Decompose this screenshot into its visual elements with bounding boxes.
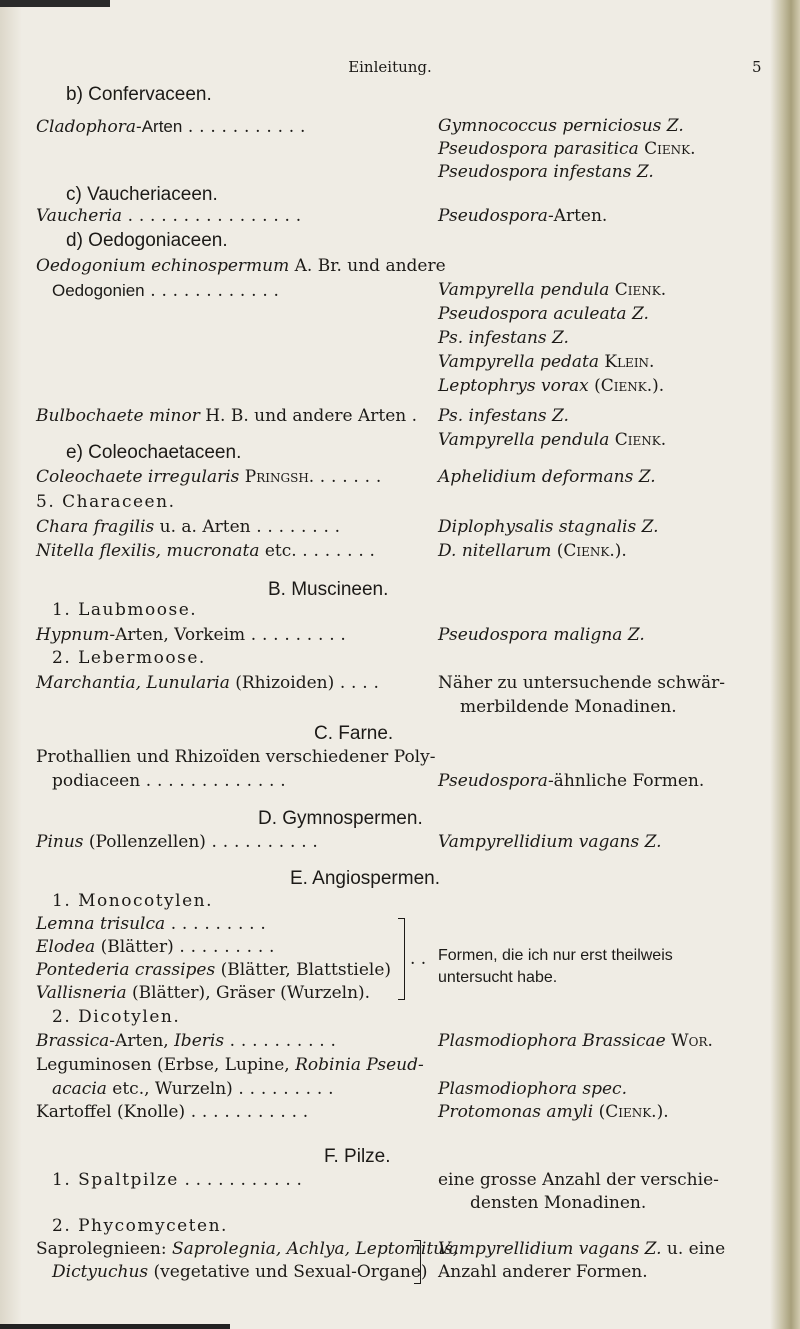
entry-pinus: Pinus (Pollenzellen) . . . . . . . . . . — [36, 832, 319, 852]
right-anzahl: Anzahl anderer Formen. — [438, 1262, 648, 1282]
right-plasmodiophora-brassicae: Plasmodiophora Brassicae Wor. — [438, 1031, 713, 1051]
entry-vaucheria: Vaucheria . . . . . . . . . . . . . . . . — [36, 206, 302, 226]
brace-pilze — [414, 1240, 421, 1284]
entry-acacia: acacia etc., Wurzeln) . . . . . . . . . — [52, 1079, 334, 1099]
heading-laubmoose: 1. Laubmoose. — [52, 600, 198, 620]
right-vampyrella-pedata: Vampyrella pedata Klein. — [438, 352, 655, 372]
entry-saprolegnieen: Saprolegnieen: Saprolegnia, Achlya, Leptomitus, — [36, 1239, 459, 1259]
right-naeher: Näher zu untersuchende schwär- — [438, 673, 726, 693]
right-diplophysalis: Diplophysalis stagnalis Z. — [438, 517, 659, 537]
entry-coleochaete: Coleochaete irregularis Pringsh. . . . . . . — [36, 467, 382, 487]
heading-5-characeen: 5. Characeen. — [36, 492, 176, 512]
brace — [398, 918, 405, 1000]
heading-phycomyceten: 2. Phycomyceten. — [52, 1216, 228, 1236]
right-ps-infestans: Ps. infestans Z. — [438, 328, 569, 348]
heading-d-oedogoniaceen: d) Oedogoniaceen. — [66, 230, 228, 251]
right-monadinen: merbildende Monadinen. — [460, 697, 677, 717]
entry-cladophora: Cladophora-Arten . . . . . . . . . . . — [36, 117, 306, 137]
right-pseudospora-infestans: Pseudospora infestans Z. — [438, 162, 654, 182]
right-protomonas: Protomonas amyli (Cienk.). — [438, 1102, 669, 1122]
right-pseudospora-parasitica: Pseudospora parasitica Cienk. — [438, 139, 696, 159]
heading-b-confervaceen: b) Confervaceen. — [66, 84, 212, 105]
right-aphelidium: Aphelidium deformans Z. — [438, 467, 656, 487]
right-d-nitellarum: D. nitellarum (Cienk.). — [438, 541, 627, 561]
heading-lebermoose: 2. Lebermoose. — [52, 648, 206, 668]
heading-c-farne: C. Farne. — [314, 723, 394, 744]
brace-dots: . . — [410, 949, 427, 969]
heading-e-angiospermen: E. Angiospermen. — [290, 868, 440, 889]
page-edge-left — [0, 0, 22, 1329]
entry-elodea: Elodea (Blätter) . . . . . . . . . — [36, 937, 275, 957]
page-edge-right — [770, 0, 800, 1329]
heading-b-muscineen: B. Muscineen. — [268, 579, 389, 600]
right-pseudospora-aculeata: Pseudospora aculeata Z. — [438, 304, 649, 324]
entry-podiaceen: podiaceen . . . . . . . . . . . . . — [52, 771, 286, 791]
entry-oedogonium: Oedogonium echinospermum A. Br. und andere — [36, 256, 446, 276]
heading-f-pilze: F. Pilze. — [324, 1146, 391, 1167]
heading-c-vaucheriaceen: c) Vaucheriaceen. — [66, 184, 218, 205]
entry-brassica: Brassica-Arten, Iberis . . . . . . . . . . — [36, 1031, 337, 1051]
right-eine-grosse: eine grosse Anzahl der verschie- — [438, 1170, 719, 1190]
entry-dictyuchus: Dictyuchus (vegetative und Sexual-Organe) — [52, 1262, 428, 1282]
right-plasmodiophora-spec: Plasmodiophora spec. — [438, 1079, 627, 1099]
entry-bulbochaete: Bulbochaete minor H. B. und andere Arten . — [36, 406, 418, 426]
heading-monocotylen: 1. Monocotylen. — [52, 891, 213, 911]
right-vampyrella-pendula-2: Vampyrella pendula Cienk. — [438, 430, 667, 450]
heading-dicotylen: 2. Dicotylen. — [52, 1007, 181, 1027]
entry-chara: Chara fragilis u. a. Arten . . . . . . . . — [36, 517, 341, 537]
entry-vallisneria: Vallisneria (Blätter), Gräser (Wurzeln). — [36, 983, 371, 1003]
heading-e-coleochaetaceen: e) Coleochaetaceen. — [66, 442, 242, 463]
right-untersucht: untersucht habe. — [438, 969, 558, 986]
page-edge-top — [0, 0, 110, 7]
right-vampyrellidium: Vampyrellidium vagans Z. — [438, 832, 662, 852]
entry-prothallien: Prothallien und Rhizoïden verschiedener Poly- — [36, 747, 436, 767]
heading-d-gymnospermen: D. Gymnospermen. — [258, 808, 423, 829]
page-number: 5 — [752, 58, 762, 76]
running-title: Einleitung. — [348, 58, 432, 76]
page-edge-bottom — [0, 1324, 230, 1329]
right-vampyrella-pendula: Vampyrella pendula Cienk. — [438, 280, 667, 300]
entry-oedogonien: Oedogonien . . . . . . . . . . . . — [52, 281, 280, 301]
right-pseudospora-maligna: Pseudospora maligna Z. — [438, 625, 645, 645]
entry-leguminosen: Leguminosen (Erbse, Lupine, Robinia Pseud- — [36, 1055, 424, 1075]
entry-marchantia: Marchantia, Lunularia (Rhizoiden) . . . . — [36, 673, 380, 693]
right-leptophrys: Leptophrys vorax (Cienk.). — [438, 376, 665, 396]
heading-spaltpilze: 1. Spaltpilze . . . . . . . . . . . — [52, 1170, 303, 1190]
right-densten: densten Monadinen. — [470, 1193, 647, 1213]
right-pseudospora-arten: Pseudospora-Arten. — [438, 206, 608, 226]
right-vampyrellidium-2: Vampyrellidium vagans Z. u. eine — [438, 1239, 726, 1259]
entry-nitella: Nitella flexilis, mucronata etc. . . . . . . . — [36, 541, 376, 561]
right-ps-infestans-2: Ps. infestans Z. — [438, 406, 569, 426]
right-formen: Formen, die ich nur erst theilweis — [438, 947, 673, 964]
entry-kartoffel: Kartoffel (Knolle) . . . . . . . . . . . — [36, 1102, 309, 1122]
entry-lemna: Lemna trisulca . . . . . . . . . — [36, 914, 266, 934]
entry-pontederia: Pontederia crassipes (Blätter, Blattstiele) — [36, 960, 392, 980]
right-gymnococcus: Gymnococcus perniciosus Z. — [438, 116, 684, 136]
entry-hypnum: Hypnum-Arten, Vorkeim . . . . . . . . . — [36, 625, 347, 645]
right-pseudospora-aehnliche: Pseudospora-ähnliche Formen. — [438, 771, 705, 791]
